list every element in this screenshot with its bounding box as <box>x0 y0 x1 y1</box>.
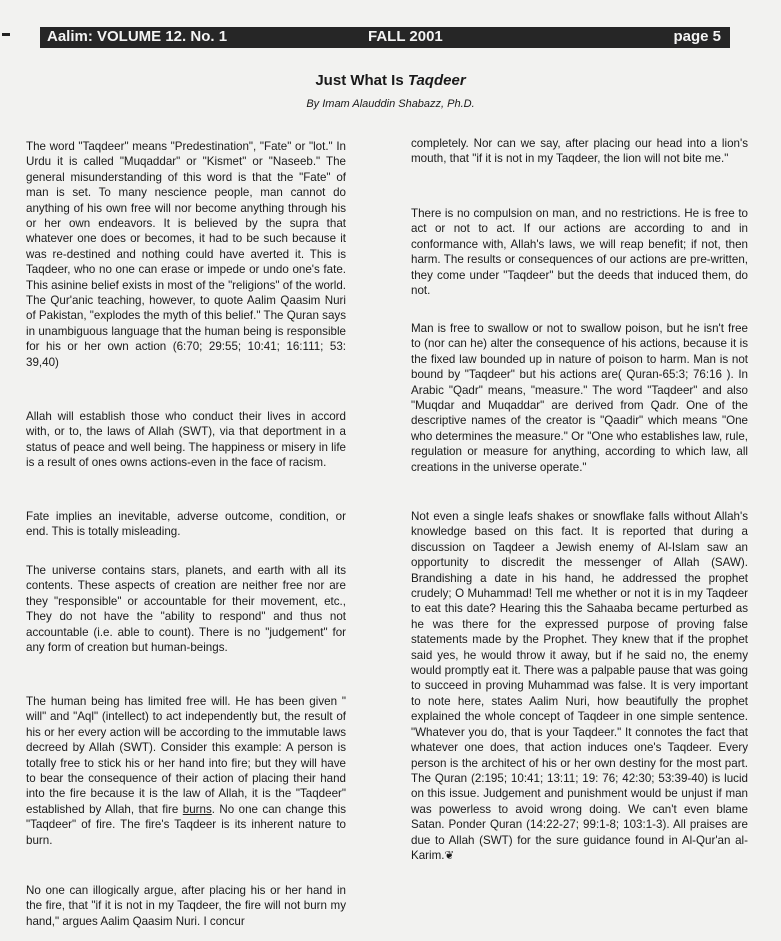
burns-underlined: burns <box>182 802 212 816</box>
right-paragraph-4 <box>411 509 748 863</box>
left-paragraph-4: The universe contains stars, planets, and earth with all its contents. These aspects of creation are neither free nor are they "responsible" or accountable for their movement, etc., They do not have the "ability to respond" and thus not accountable (i.e. able to count). There is no "judgement" for any form of creation but human-beings. <box>26 564 346 655</box>
left-paragraph-3: Fate implies an inevitable, adverse outcome, condition, or end. This is totally misleading. <box>26 510 346 539</box>
title-italic: Taqdeer <box>407 72 466 89</box>
right-paragraph-4-text: Not even a single leafs shakes or snowflake falls without Allah's knowledge based on this fact. It is reported that during a discussion on Taqdeer a Jewish enemy of Al-Islam saw an opportunity to discredit the messenger of Allah (SAW). Brandishing a date in his hand, he addressed the prophet crudely; O Muhammad! Tell me whether or not it is in my Taqdeer to eat this date? Hearing this the Sahaaba became perturbed as he was there for the expressed purpose of proving false statements made by the Prophet. They knew that if the prophet said yes, he would throw it away, but if he said no, the enemy would promptly eat it. There was a palpable pause that was going to succeed in proving Muhammad was false. It is very important to note here, states Aalim Nuri, how beautifully the prophet explained the whole concept of Taqdeer in one simple sentence. "Whatever you do, that is your Taqdeer." It connotes the fact that whatever one does, that action induces one's Taqdeer. Every person is the architect of his or her own destiny for the most part. The Quran (2:195; 10:41; 13:11; 19: 76; 42:30; 53:39-40) is lucid on this issue. Judgement and punishment would be unjust if man was powerless to avoid wrong doing. We can't even blame Satan. Ponder Quran (14:22-27; 99:1-8; 103:1-3). All praises are due to Allah (SWT) for the sure guidance found in Al-Qur'an al-Karim. <box>411 510 748 862</box>
right-paragraph-3: Man is free to swallow or not to swallow poison, but he isn't free to (nor can he) alter the consequence of his actions, because it is the fixed law bounded up in nature of poison to harm. Man is not bound by "Taqdeer" but his actions are( Quran-65:3; 76:16 ). In Arabic "Qadr" means, "measure." The word "Taqdeer" and also "Muqdar and Muqaddar" are derived from Qadr. One of the descriptive names of the creator is "Qaadir" which means "One who determines the measure." Or "One who establishes law, rule, regulation or measure for anything, according to which law, all creations in the universe operate." <box>411 322 748 474</box>
left-paragraph-5 <box>26 694 346 848</box>
left-paragraph-1: The word "Taqdeer" means "Predestination", "Fate" or "lot." In Urdu it is called "Muqaddar" or "Kismet" or "Naseeb." The general misunderstanding of this word is that the "Fate" of man is set. To many nescience people, man cannot do anything of his own free will nor become anything through his or her own endeavors. It is believed by the supra that whatever one does or becomes, it had to be such because it was re-destined and nothing could have averted it. This is Taqdeer, who no one can erase or impede or undo one's fate. This asinine belief exists in most of the "religions" of the world. The Qur'anic teaching, however, to quote Aalim Qaasim Nuri of Pakistan, "explodes the myth of this belief." The Quran says in unambiguous language that the human being is responsible for his or her own action (6:70; 29:55; 10:41; 16:111; 53: 39,40) <box>26 140 346 369</box>
left-paragraph-2: Allah will establish those who conduct their lives in accord with, or to, the laws of Allah (SWT), via that deportment in a status of peace and well being. The happiness or misery in life is a result of ones owns actions-even in the face of racism. <box>26 410 346 470</box>
right-paragraph-1: completely. Nor can we say, after placing our head into a lion's mouth, that "if it is not in my Taqdeer, the lion will not bite me." <box>411 137 748 166</box>
title-prefix: Just What Is <box>315 72 408 89</box>
season-label: FALL 2001 <box>368 28 443 45</box>
article-byline: By Imam Alauddin Shabazz, Ph.D. <box>306 98 475 110</box>
running-header <box>40 27 730 48</box>
margin-dash <box>2 33 10 36</box>
left-paragraph-5-start: The human being has limited free will. He has been given " will" and "Aql" (intellect) to act independently but, the result of his or her every action will be according to the immutable laws decreed by Allah (SWT). Consider this example: A person is totally free to stick his or her hand into fire; but they will have to bear the consequence of their action of placing their hand into the fire because it is the law of Allah, it is the "Taqdeer" established by Allah, that fire <box>26 695 346 816</box>
left-paragraph-6: No one can illogically argue, after placing his or her hand in the fire, that "if it is not in my Taqdeer, the fire will not burn my hand," argues Aalim Qaasim Nuri. I concur <box>26 884 346 928</box>
right-paragraph-2: There is no compulsion on man, and no restrictions. He is free to act or not to act. If our actions are according to and in conformance with, Allah's laws, we will reap benefit; if not, then harm. The results or consequences of our actions are pre-written, they come under "Taqdeer" but the deeds that induced them, do not. <box>411 207 748 298</box>
end-ornament-icon: ❦ <box>444 848 455 862</box>
issue-label: Aalim: VOLUME 12. No. 1 <box>47 28 228 45</box>
page-number: page 5 <box>673 28 721 45</box>
left-paragraph-5-end: . No one can change this "Taqdeer" of fire. The fire's Taqdeer is its inherent nature to burn. <box>26 802 346 847</box>
article-title <box>0 72 781 89</box>
